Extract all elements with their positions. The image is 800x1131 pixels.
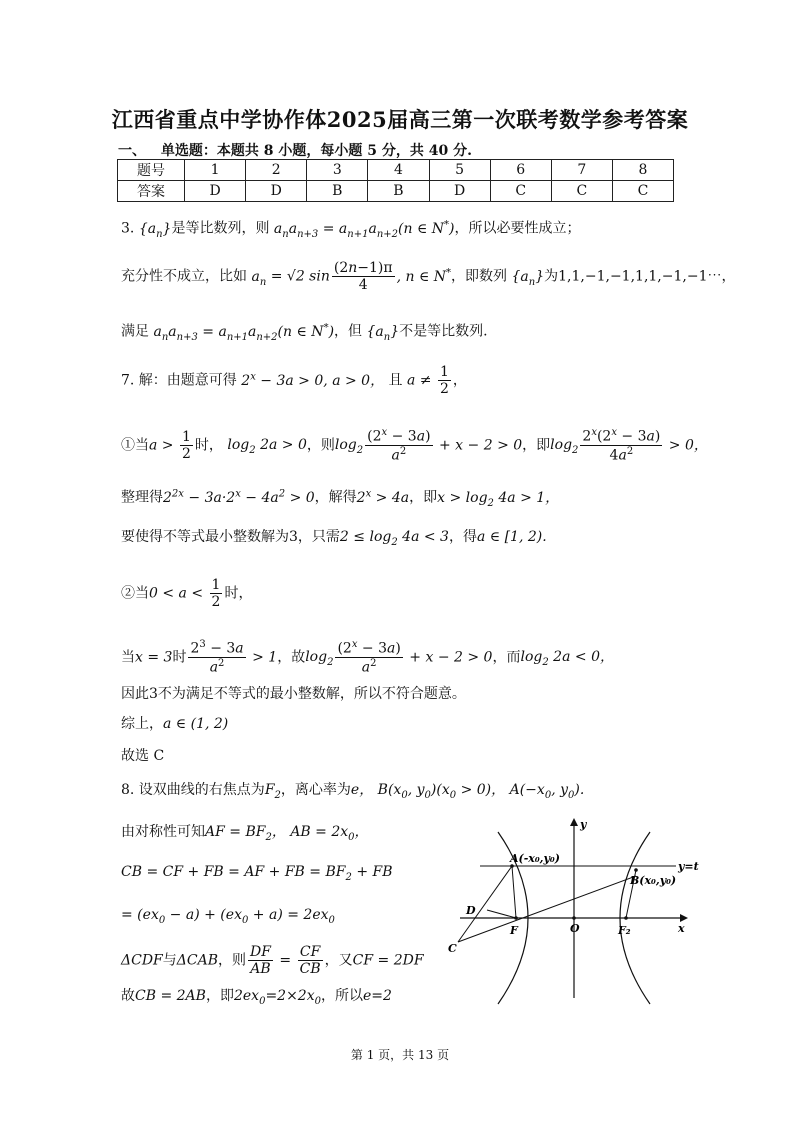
q7-line-7: 因此3不为满足不等式的最小整数解，所以不符合题意。 [121, 686, 466, 702]
section-number: 一、 [118, 143, 146, 159]
x-axis-arrow [680, 914, 688, 922]
q8-line-1: 8. 设双曲线的右焦点为$F_2$，离心率为e， $B(x_0$, $y_0)(x_0 > 0)$， $A(-x_0$, $y_0$). [121, 782, 585, 801]
table-cell: 5 [429, 160, 490, 181]
table-cell: 7 [551, 160, 612, 181]
q7-line-5: ②当0 < a < $\frac{1}{2}$ 时， [121, 577, 253, 611]
fraction: $\frac{1}{2}$ [182, 428, 191, 462]
line-cb [458, 876, 636, 942]
label-c: C [448, 942, 457, 955]
fraction: $\frac{1}{2}$ [211, 577, 221, 611]
q8-line-2: 由对称性可知AF = $BF_2$， AB = $2x_0$， [121, 824, 369, 843]
q3-line-1: 3. $\{a_n\}$是等比数列，则 $a_na_{n+3} = a_{n+1}a_{n+2}(n$ ∈ N*)，所以必要性成立； [121, 219, 581, 240]
label-y: y [580, 818, 587, 831]
answer-table [117, 159, 674, 202]
table-row-numbers [118, 160, 674, 181]
q3-line-3: 满足 $a_na_{n+3} = a_{n+1}a_{n+2}(n$ ∈ N*)，但 $\{a_n\}$不是等比数列. [121, 322, 488, 343]
fraction: $\frac{2^3 - 3a}{a^2}$ [190, 639, 244, 676]
q3-line-2: 充分性不成立，比如 $a_n = √2$ sin $\frac{(2n-1)\pi}{4}$ , n ∈ N*，即数列 $\{a_n\}$为1,1,−1,−1,1,1,−1,−1⋯， [121, 260, 736, 294]
math-expr: $\{a_n\}$ [138, 220, 172, 240]
q7-line-2: ①当a > $\frac{1}{2}$ 时， $\log_2 2a > 0$，则$\log_2$ $\frac{(2^x - 3a)}{a^2}$ + x − 2 > 0，即$\log_2$ $\frac{2^x(2^x - 3a)}{4a^2}$ > 0， [121, 427, 708, 464]
line-df [487, 910, 516, 918]
label-d: D [466, 904, 476, 917]
row-label-answer: 答案 [118, 181, 185, 202]
q7-line-3: 整理得$2^{2x} - 3a\cdot 2^x - 4a^2 > 0$，解得$2^x > 4a$，即$x > \log_2 4a > 1$， [121, 488, 560, 509]
fraction: $\frac{(2^x - 3a)}{a^2}$ [337, 639, 401, 676]
fraction: $\frac{DF}{AB}$ [250, 944, 271, 978]
table-cell: 2 [246, 160, 307, 181]
label-y-t: y=t [678, 860, 699, 873]
table-cell: C [551, 181, 612, 202]
label-x: x [678, 922, 685, 935]
line-af [512, 866, 516, 918]
table-cell: D [246, 181, 307, 202]
row-label-number: 题号 [118, 160, 185, 181]
table-cell: 8 [612, 160, 673, 181]
table-cell: B [368, 181, 429, 202]
table-cell: B [307, 181, 368, 202]
fraction: $\frac{CF}{CB}$ [299, 944, 321, 978]
table-cell: D [429, 181, 490, 202]
label-f2: F₂ [618, 924, 631, 937]
label-o: O [570, 922, 580, 935]
table-cell: 3 [307, 160, 368, 181]
table-cell: C [490, 181, 551, 202]
page-title: 江西省重点中学协作体2025届高三第一次联考数学参考答案 [111, 107, 689, 132]
hyperbola-diagram [440, 810, 700, 1005]
q8-line-5: ΔCDF与ΔCAB，则 $\frac{DF}{AB}$ = $\frac{CF}{CB}$ ，又CF = 2DF [121, 944, 424, 978]
table-cell: C [612, 181, 673, 202]
q8-line-4: = $(ex_0 - a) + (ex_0 + a) = 2ex_0$ [121, 907, 335, 926]
y-axis-arrow [570, 818, 578, 826]
table-cell: D [185, 181, 246, 202]
q7-line-1: 7. 解：由题意可得 $2^x - 3a > 0$, a > 0， 且 a ≠ $\frac{1}{2}$ ， [121, 364, 467, 398]
fraction: $\frac{(2^x - 3a)}{a^2}$ [367, 427, 431, 464]
table-cell: 6 [490, 160, 551, 181]
fraction: $\frac{(2n-1)\pi}{4}$ [333, 260, 393, 294]
section-text: 单选题：本题共 8 小题，每小题 5 分，共 40 分. [160, 143, 472, 159]
fraction: $\frac{1}{2}$ [440, 364, 449, 398]
page-footer: 第 1 页，共 13 页 [350, 1048, 450, 1062]
label-f: F [510, 924, 518, 937]
math-expr: $a_n = √2$ sin [251, 268, 330, 288]
math-expr: $a_na_{n+3} = a_{n+1}a_{n+2}(n$ ∈ N*) [273, 219, 455, 240]
q7-line-8: 综上，a ∈ (1, 2) [121, 716, 229, 732]
label-a: A(-x₀,y₀) [510, 852, 560, 865]
table-cell: 1 [185, 160, 246, 181]
fraction: $\frac{2^x(2^x - 3a)}{4a^2}$ [582, 427, 661, 464]
q7-line-9: 故选 C [121, 748, 165, 764]
q8-line-3: CB = CF + FB = AF + FB = $BF_2$ + FB [121, 864, 393, 883]
q7-line-6: 当x = 3时 $\frac{2^3 - 3a}{a^2}$ > 1，故$\log_2$ $\frac{(2^x - 3a)}{a^2}$ + x − 2 > 0，而$\log_2 2a < 0$， [121, 639, 614, 676]
table-row-answers [118, 181, 674, 202]
q8-line-6: 故CB = 2AB，即$2ex_0=2\times 2x_0$，所以e=2 [121, 988, 392, 1007]
q7-line-4: 要使得不等式最小整数解为3，只需$2 \le \log_2 4a < 3$，得a ∈ [1, 2). [121, 529, 547, 548]
label-b: B(x₀,y₀) [630, 874, 677, 887]
section-heading [118, 140, 472, 160]
table-cell: 4 [368, 160, 429, 181]
